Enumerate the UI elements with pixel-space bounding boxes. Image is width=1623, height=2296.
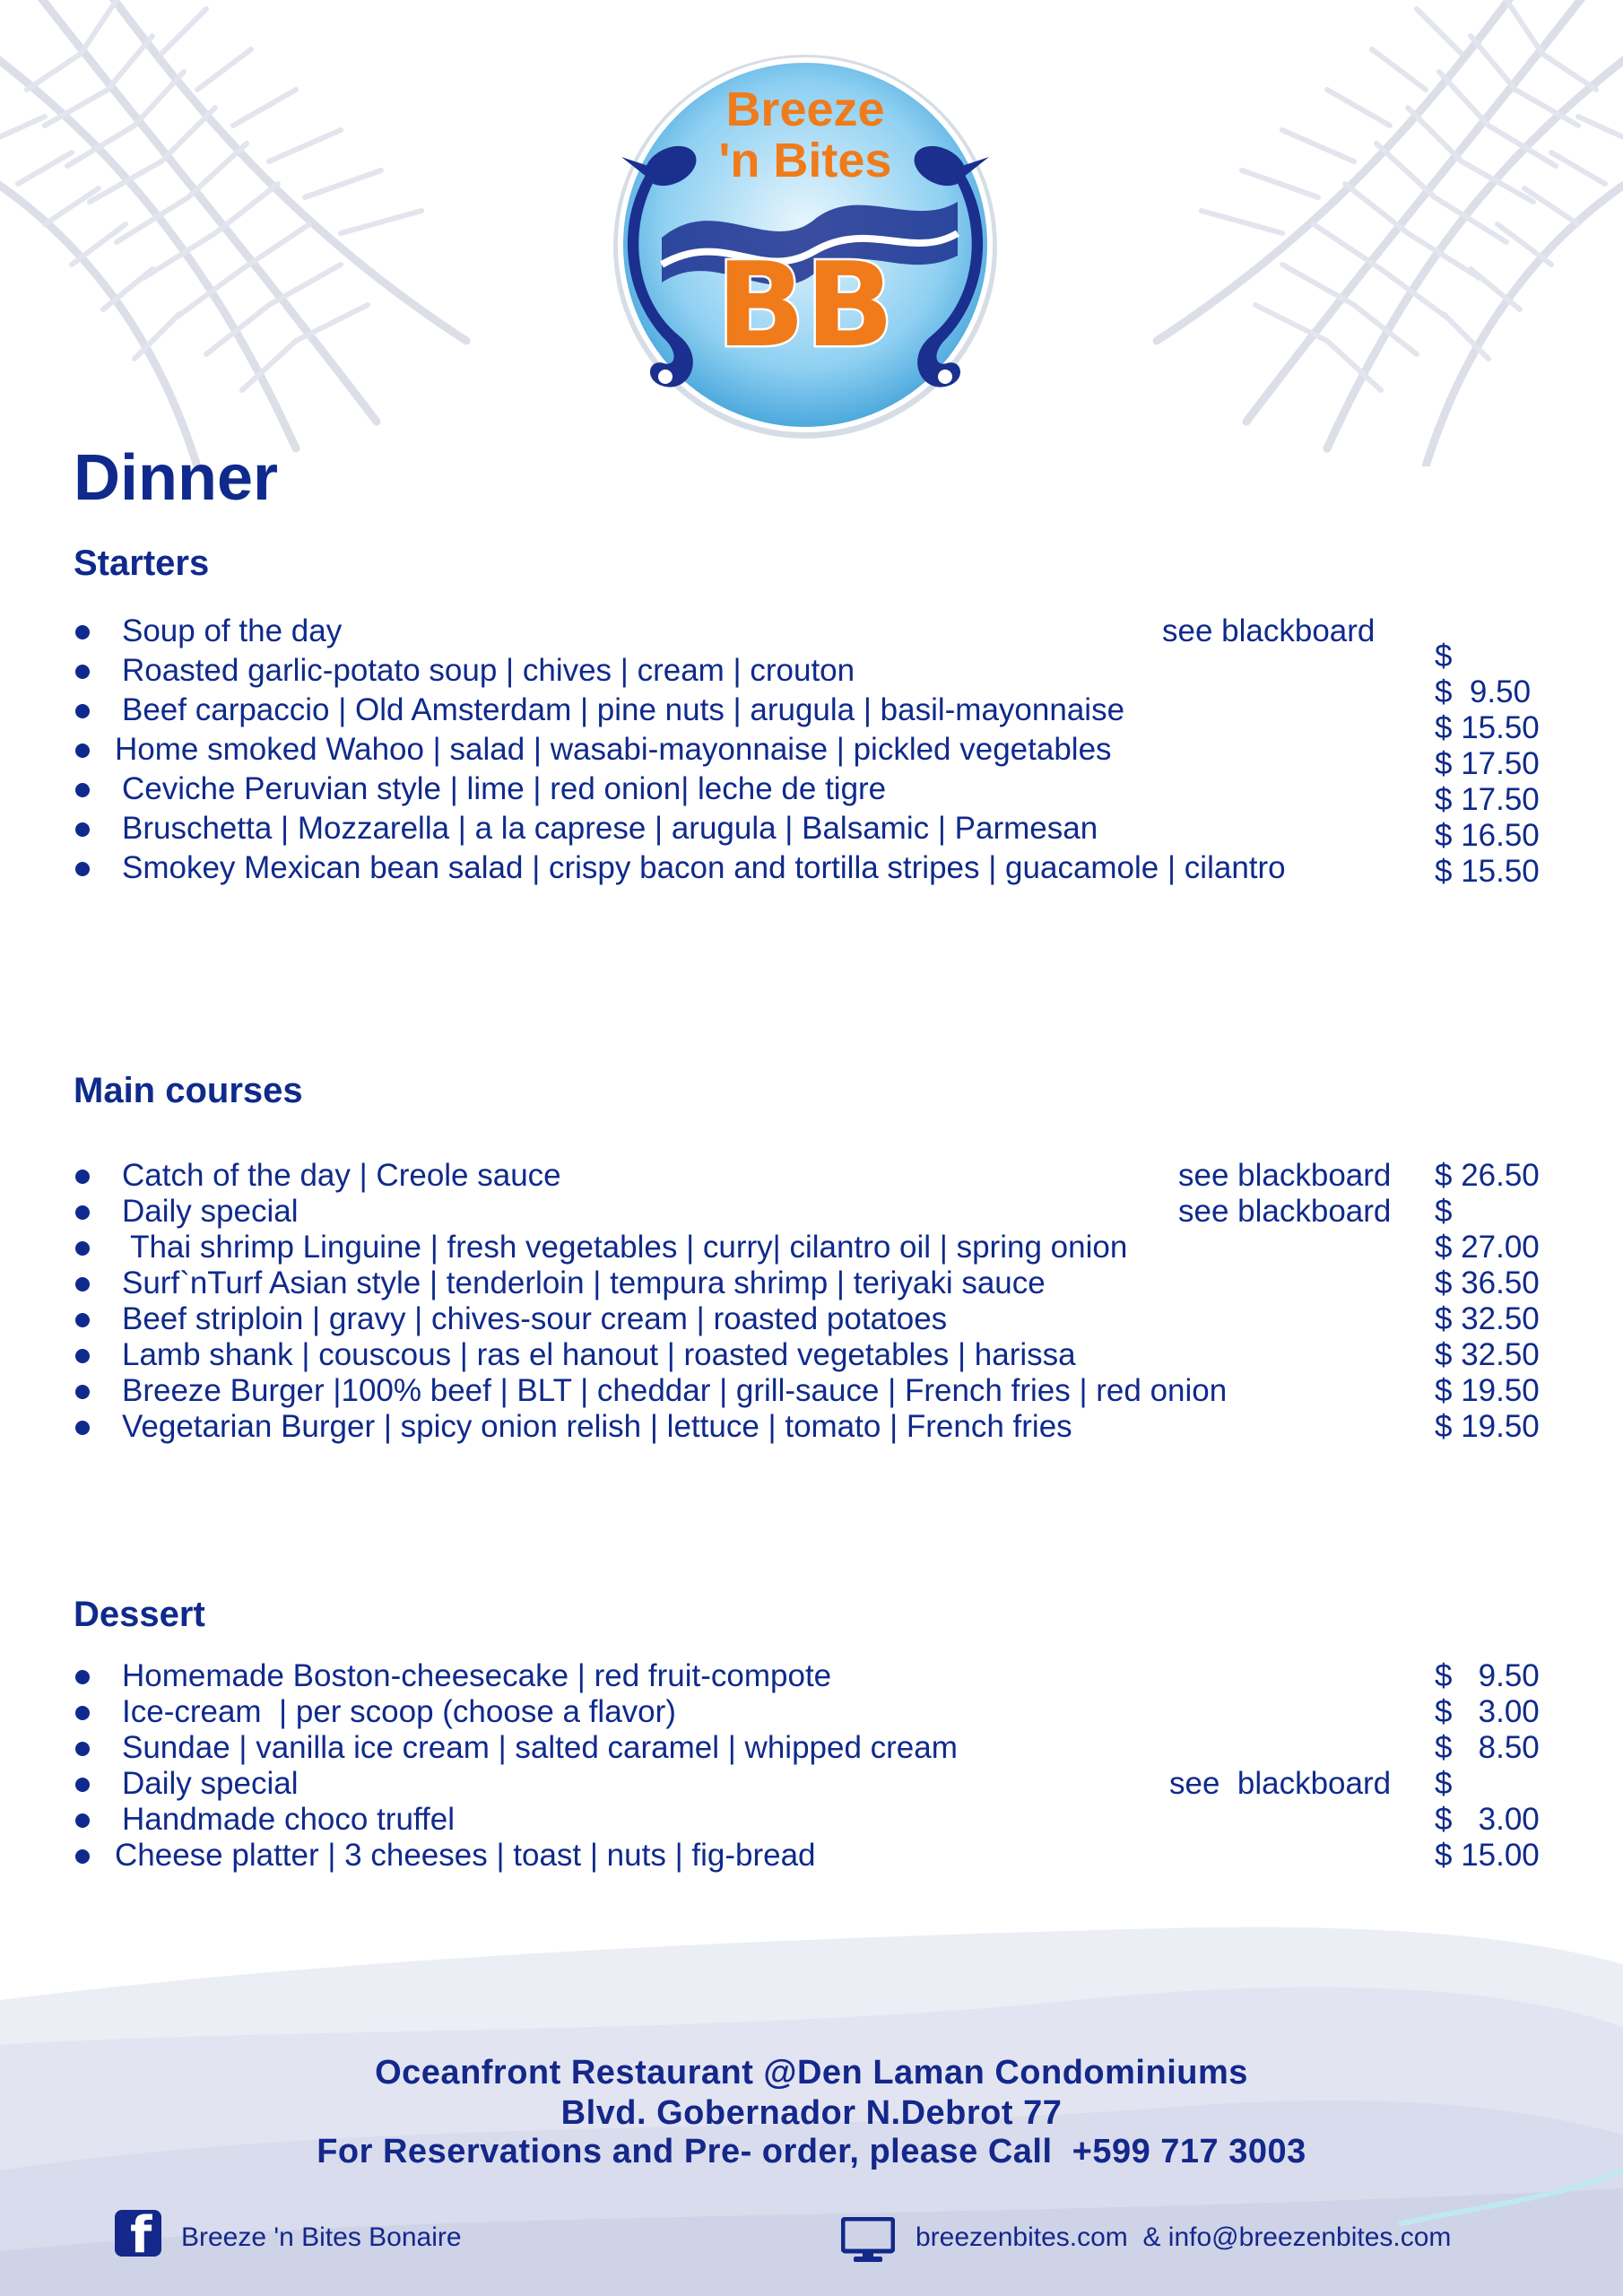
item-price: $ 27.00 — [1435, 1230, 1540, 1265]
item-price: $ 3.00 — [1435, 1694, 1540, 1729]
logo-text-line2: 'n Bites — [718, 134, 892, 187]
bullet-icon — [75, 862, 90, 876]
bullet-icon — [75, 1778, 90, 1792]
menu-item — [74, 1158, 1544, 1194]
menu-item — [74, 1301, 1544, 1337]
item-name: Bruschetta | Mozzarella | a la caprese | arugula | Balsamic | Parmesan — [122, 811, 1098, 846]
logo-monogram: BB — [716, 237, 895, 373]
monitor-icon — [841, 2217, 895, 2264]
menu-item — [74, 811, 1544, 853]
item-name: Vegetarian Burger | spicy onion relish | lettuce | tomato | French fries — [122, 1409, 1072, 1444]
menu-item — [74, 1373, 1544, 1409]
bullet-icon — [75, 1170, 90, 1184]
item-price: $ 3.00 — [1435, 1802, 1540, 1837]
bullet-icon — [75, 1241, 90, 1256]
item-price: $ 17.50 — [1435, 746, 1540, 781]
item-note: see blackboard — [1162, 613, 1376, 648]
item-price: $ 15.00 — [1435, 1838, 1540, 1873]
bullet-icon — [75, 783, 90, 797]
bullet-icon — [75, 704, 90, 718]
item-note: see blackboard — [1178, 1194, 1392, 1229]
item-price: $ 19.50 — [1435, 1373, 1540, 1408]
item-name: Daily special — [122, 1766, 299, 1801]
item-price: $ 19.50 — [1435, 1409, 1540, 1444]
footer-restaurant-line: Oceanfront Restaurant @Den Laman Condominiums — [375, 2054, 1248, 2092]
bullet-icon — [75, 665, 90, 679]
menu-item — [74, 1802, 1544, 1838]
item-name: Handmade choco truffel — [122, 1802, 455, 1837]
item-name: Homemade Boston-cheesecake | red fruit-compote — [122, 1658, 832, 1693]
facebook-icon[interactable]: f — [115, 2210, 161, 2257]
item-price: $ — [1435, 1766, 1453, 1801]
item-price: $ 9.50 — [1435, 674, 1532, 709]
menu-item — [74, 732, 1544, 781]
bullet-icon — [75, 1670, 90, 1684]
item-name: Surf`nTurf Asian style | tenderloin | tempura shrimp | teriyaki sauce — [122, 1265, 1046, 1300]
menu-item — [74, 1265, 1544, 1301]
bullet-icon — [75, 1349, 90, 1363]
bullet-icon — [75, 1849, 90, 1864]
item-price: $ 15.50 — [1435, 710, 1540, 745]
item-price: $ — [1435, 1194, 1453, 1229]
section-title-dessert: Dessert — [74, 1595, 205, 1634]
item-price: $ 15.50 — [1435, 854, 1540, 889]
item-price: $ 17.50 — [1435, 782, 1540, 817]
page-title: Dinner — [74, 442, 279, 514]
menu-item — [74, 1194, 1544, 1230]
bullet-icon — [75, 1813, 90, 1828]
item-price: $ 32.50 — [1435, 1301, 1540, 1336]
item-name: Catch of the day | Creole sauce — [122, 1158, 561, 1193]
item-price: $ 9.50 — [1435, 1658, 1540, 1693]
item-name: Beef carpaccio | Old Amsterdam | pine nuts | arugula | basil-mayonnaise — [122, 692, 1125, 727]
menu-item — [74, 1409, 1544, 1445]
item-name: Soup of the day — [122, 613, 343, 648]
item-name: Roasted garlic-potato soup | chives | cream | crouton — [122, 653, 855, 688]
item-name: Breeze Burger |100% beef | BLT | cheddar | grill-sauce | French fries | red onion — [122, 1373, 1228, 1408]
item-price: $ 36.50 — [1435, 1265, 1540, 1300]
menu-item — [74, 1337, 1544, 1373]
footer-address-line: Blvd. Gobernador N.Debrot 77 — [560, 2094, 1063, 2132]
bullet-icon — [75, 1205, 90, 1220]
restaurant-logo — [608, 49, 1002, 444]
item-name: Smokey Mexican bean salad | crispy bacon and tortilla stripes | guacamole | cilantro — [122, 850, 1286, 885]
item-price: $ 26.50 — [1435, 1158, 1540, 1193]
section-title-starters: Starters — [74, 544, 210, 583]
item-name: Home smoked Wahoo | salad | wasabi-mayonnaise | pickled vegetables — [115, 732, 1112, 767]
item-price: $ 32.50 — [1435, 1337, 1540, 1372]
section-title-main-courses: Main courses — [74, 1071, 303, 1110]
item-name: Ice-cream | per scoop (choose a flavor) — [122, 1694, 676, 1729]
item-price: $ — [1435, 639, 1453, 674]
item-name: Ceviche Peruvian style | lime | red onion| leche de tigre — [122, 771, 887, 806]
menu-item — [74, 1658, 1544, 1694]
bullet-icon — [75, 822, 90, 837]
website-email-link[interactable]: breezenbites.com & info@breezenbites.com — [916, 2222, 1452, 2252]
item-name: Thai shrimp Linguine | fresh vegetables | curry| cilantro oil | spring onion — [122, 1230, 1128, 1265]
item-note: see blackboard — [1169, 1766, 1392, 1801]
menu-item — [74, 1730, 1544, 1766]
bullet-icon — [75, 1277, 90, 1292]
palm-leaves-left — [0, 0, 502, 466]
menu-item — [74, 692, 1544, 745]
item-name: Cheese platter | 3 cheeses | toast | nuts | fig-bread — [115, 1838, 816, 1873]
item-name: Beef striploin | gravy | chives-sour cream | roasted potatoes — [122, 1301, 948, 1336]
menu-item — [74, 1694, 1544, 1730]
menu-item — [74, 1766, 1544, 1802]
item-price: $ 16.50 — [1435, 818, 1540, 853]
bullet-icon — [75, 1313, 90, 1327]
facebook-link[interactable]: Breeze 'n Bites Bonaire — [181, 2222, 462, 2252]
menu-item — [74, 771, 1544, 817]
menu-item — [74, 1838, 1544, 1874]
bullet-icon — [75, 1742, 90, 1756]
item-name: Lamb shank | couscous | ras el hanout | roasted vegetables | harissa — [122, 1337, 1076, 1372]
bullet-icon — [75, 744, 90, 758]
menu-item — [74, 653, 1544, 709]
item-name: Daily special — [122, 1194, 299, 1229]
logo-text-line1: Breeze — [725, 83, 885, 136]
item-price: $ 8.50 — [1435, 1730, 1540, 1765]
menu-item — [74, 850, 1544, 889]
palm-leaves-right — [1121, 0, 1623, 466]
bullet-icon — [75, 1421, 90, 1435]
footer-reservation-line: For Reservations and Pre- order, please Call +599 717 3003 — [317, 2133, 1306, 2170]
item-note: see blackboard — [1178, 1158, 1392, 1193]
menu-item — [74, 1230, 1544, 1265]
bullet-icon — [75, 625, 90, 639]
bullet-icon — [75, 1385, 90, 1399]
bullet-icon — [75, 1706, 90, 1720]
item-name: Sundae | vanilla ice cream | salted caramel | whipped cream — [122, 1730, 958, 1765]
